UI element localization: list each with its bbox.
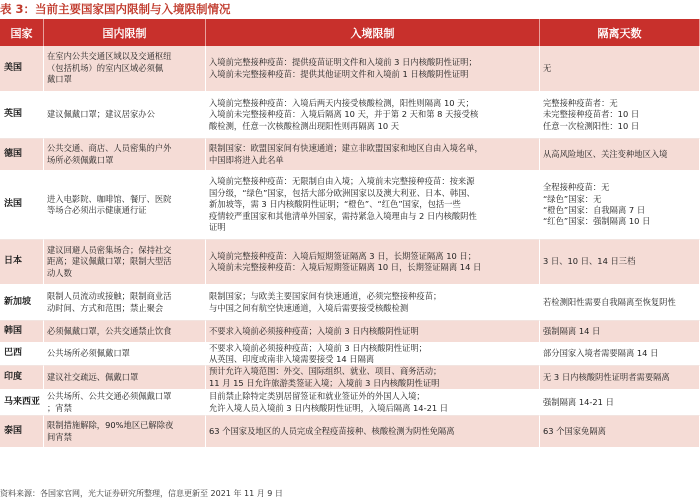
domestic-cell	[44, 46, 206, 92]
cell-line: 疫情较严重国家和其他清单外国家，需持紧急入境理由与 2 日内核酸阴性	[209, 210, 477, 221]
cell-line: 无 3 日内核酸阴性证明者需要隔离	[543, 371, 670, 382]
cell-line: 证明	[209, 222, 226, 233]
cell-line: 动时间、方式和范围；禁止聚会	[47, 302, 164, 313]
cell-line: 必须佩戴口罩，公共交通禁止饮食	[47, 325, 172, 336]
quarantine-cell	[540, 92, 700, 139]
cell-line: 在室内公共交通区域以及交通枢纽	[47, 51, 172, 62]
cell-line: （包括机场）的室内区域必须佩	[47, 62, 164, 73]
domestic-cell	[44, 416, 206, 448]
country-cell: 韩国	[0, 321, 44, 343]
domestic-cell	[44, 240, 206, 285]
entry-cell	[206, 92, 540, 139]
cell-line: 强制隔离 14 日	[543, 325, 601, 336]
quarantine-cell	[540, 343, 700, 366]
quarantine-cell	[540, 416, 700, 448]
country-cell: 美国	[0, 46, 44, 92]
cell-line: 3 日、10 日、14 日三档	[543, 256, 636, 267]
country-cell: 德国	[0, 139, 44, 171]
quarantine-cell	[540, 46, 700, 92]
cell-line: 强制隔离 14-21 日	[543, 396, 614, 407]
cell-line: 未完整接种疫苗者：10 日	[543, 109, 640, 120]
cell-line: 国分级，“绿色”国家，包括大部分欧洲国家以及澳大利亚、日本、韩国、	[209, 187, 475, 198]
domestic-cell	[44, 139, 206, 171]
cell-line: 进入电影院、咖啡馆、餐厅、医院	[47, 193, 172, 204]
cell-line: 不要求入境前必须接种疫苗；入境前 3 日内核酸阴性证明	[209, 325, 419, 336]
source-note: 资料来源：各国家官网，光大证券研究所整理，信息更新至 2021 年 11 月 9 日	[0, 489, 283, 498]
header-domestic: 国内限制	[44, 19, 206, 46]
table-title: 表 3：当前主要国家国内限制与入境限制情况	[0, 2, 231, 16]
cell-line: 限制国家；与欧美主要国家间有快速通道，必须完整接种疫苗；	[209, 291, 442, 302]
cell-line: 全程接种疫苗：无	[543, 182, 610, 193]
cell-line: 限制人员流动或接触；限制商业活	[47, 291, 172, 302]
country-cell: 新加坡	[0, 285, 44, 321]
quarantine-cell	[540, 321, 700, 343]
cell-line: 入境前完整接种疫苗：无限制自由入境；入境前未完整接种疫苗：按来源	[209, 176, 475, 187]
header-quarantine: 隔离天数	[540, 19, 700, 46]
cell-line: “绿色”国家：无	[543, 193, 602, 204]
cell-line: 戴口罩	[47, 74, 72, 85]
entry-cell	[206, 321, 540, 343]
country-cell: 法国	[0, 171, 44, 240]
quarantine-cell	[540, 171, 700, 240]
cell-line: 间宵禁	[47, 431, 72, 442]
cell-line: 动人数	[47, 267, 72, 278]
cell-line: 预计允许入境范围：外交、国际组织、就业、项目、商务活动；	[209, 366, 442, 377]
country-cell: 泰国	[0, 416, 44, 448]
country-cell: 马来西亚	[0, 390, 44, 416]
quarantine-cell	[540, 285, 700, 321]
domestic-cell	[44, 171, 206, 240]
cell-line: 酸检测，任意一次核酸检测出现阳性则再隔离 10 天	[209, 120, 400, 131]
cell-line: 入境前完整接种疫苗：入境后短期签证隔离 3 日，长期签证隔离 10 日；	[209, 250, 476, 261]
cell-line: 公共交通、商店、人员密集的户外	[47, 143, 172, 154]
cell-line: 任意一次检测阳性：10 日	[543, 120, 640, 131]
cell-line: 入境前完整接种疫苗：入境后两天内接受核酸检测，阳性则隔离 10 天；	[209, 97, 474, 108]
cell-line: 建议社交疏远、佩戴口罩	[47, 371, 139, 382]
cell-line: 建议回避人员密集场合；保持社交	[47, 244, 172, 255]
domestic-cell	[44, 366, 206, 390]
cell-line: 入境前未完整接种疫苗：提供其他证明文件和入境前 1 日核酸阴性证明	[209, 68, 469, 79]
cell-line: 入境前未完整接种疫苗：入境后隔离 10 天，并于第 2 天和第 8 天接受核	[209, 109, 479, 120]
cell-line: 场所必须佩戴口罩	[47, 154, 114, 165]
entry-cell	[206, 366, 540, 390]
quarantine-cell	[540, 390, 700, 416]
domestic-cell	[44, 343, 206, 366]
entry-cell	[206, 285, 540, 321]
cell-line: 中国即将进入此名单	[209, 154, 284, 165]
cell-line: 部分国家入境者需要隔离 14 日	[543, 348, 659, 359]
cell-line: 11 月 15 日允许旅游类签证入境；入境前 3 日内核酸阴性证明	[209, 377, 440, 388]
cell-line: 建议佩戴口罩；建议居家办公	[47, 109, 155, 120]
entry-cell	[206, 46, 540, 92]
country-cell: 日本	[0, 240, 44, 285]
cell-line: 从英国、印度或南非入境需要接受 14 日隔离	[209, 354, 375, 364]
cell-line: 限制国家：欧盟国家间有快速通道；建立非欧盟国家和地区自由入境名单，	[209, 143, 483, 154]
cell-line: 无	[543, 62, 552, 73]
cell-line: “红色”国家：强制隔离 10 日	[543, 216, 651, 227]
cell-line: 63 个国家及地区的人员完成全程疫苗接种、核酸检测为阴性免隔离	[209, 425, 455, 436]
quarantine-cell	[540, 366, 700, 390]
cell-line: 从高风险地区、关注变种地区入境	[543, 148, 668, 159]
cell-line: 63 个国家免隔离	[543, 425, 606, 436]
entry-cell	[206, 416, 540, 448]
entry-cell	[206, 343, 540, 366]
cell-line: ；宵禁	[47, 402, 72, 413]
cell-line: 若检测阳性需要自我隔离至恢复阴性	[543, 296, 676, 307]
cell-line: 完整接种疫苗者：无	[543, 97, 618, 108]
domestic-cell	[44, 390, 206, 416]
country-cell: 巴西	[0, 343, 44, 366]
entry-cell	[206, 390, 540, 416]
entry-cell	[206, 139, 540, 171]
header-entry: 入境限制	[206, 19, 540, 46]
cell-line: 目前禁止除特定类别居留签证和就业签证外的外国人入境；	[209, 391, 425, 402]
cell-line: 入境前完整接种疫苗：提供疫苗证明文件和入境前 3 日内核酸阴性证明；	[209, 57, 477, 68]
cell-line: 不要求入境前必须接种疫苗；入境前 3 日内核酸阴性证明；	[209, 343, 427, 353]
country-cell: 英国	[0, 92, 44, 139]
cell-line: 与中国之间有航空快速通道，入境后需要接受核酸检测	[209, 302, 409, 313]
cell-line: 公共场所、公共交通必须佩戴口罩	[47, 391, 172, 402]
cell-line: 入境前未完整接种疫苗：入境后短期签证隔离 10 日，长期签证隔离 14 日	[209, 262, 482, 272]
cell-line: 公共场所必须佩戴口罩	[47, 348, 130, 359]
cell-line: 新加坡等，需 3 日内核酸阴性证明；“橙色”、“红色”国家，包括一些	[209, 199, 461, 210]
quarantine-cell	[540, 240, 700, 285]
cell-line: 距离；建议佩戴口罩；限制大型活	[47, 256, 172, 267]
entry-cell	[206, 171, 540, 240]
header-country: 国家	[0, 19, 44, 46]
entry-cell	[206, 240, 540, 285]
country-cell: 印度	[0, 366, 44, 390]
cell-line: 限制措施解除，90%地区已解除夜	[47, 420, 174, 431]
cell-line: 允许入境人员入境前 3 日内核酸阴性证明，入境后隔离 14-21 日	[209, 402, 449, 413]
restrictions-table	[0, 19, 700, 486]
domestic-cell	[44, 92, 206, 139]
domestic-cell	[44, 285, 206, 321]
cell-line: “橙色”国家：自我隔离 7 日	[543, 205, 646, 215]
domestic-cell	[44, 321, 206, 343]
quarantine-cell	[540, 139, 700, 171]
cell-line: 等场合必须出示健康通行证	[47, 205, 147, 215]
